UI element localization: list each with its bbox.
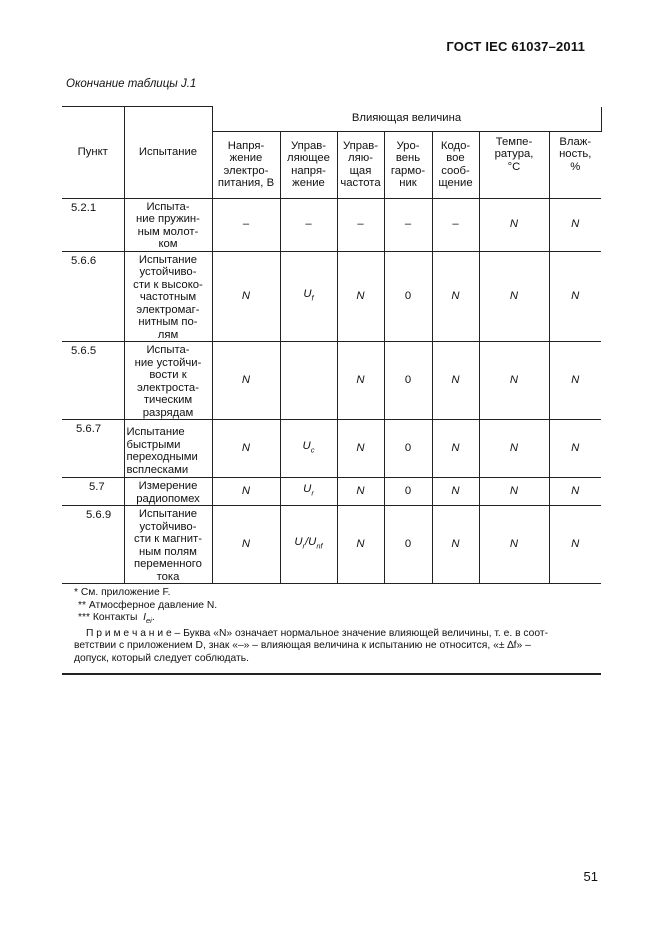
- cell-supply-voltage: N: [212, 420, 280, 478]
- table-row: [62, 420, 601, 478]
- document-standard-header: ГОСТ IEC 61037–2011: [446, 39, 585, 54]
- cell-control-voltage: [280, 342, 337, 420]
- table-notes: [62, 584, 601, 675]
- cell-harmonics-level: 0: [384, 251, 432, 342]
- table-row: [62, 342, 601, 420]
- cell-code-message: N: [432, 251, 479, 342]
- header-harmonics-level: Уро- вень гармо- ник: [384, 131, 432, 198]
- page-number: 51: [583, 869, 598, 884]
- cell-control-voltage: $U_r/U_{nf}$: [280, 506, 337, 584]
- cell-temperature: N: [479, 251, 549, 342]
- cell-harmonics-level: 0: [384, 420, 432, 478]
- cell-control-voltage: –: [280, 198, 337, 251]
- row-point: 5.6.7: [62, 420, 124, 478]
- cell-supply-voltage: N: [212, 342, 280, 420]
- note-2: ** Атмосферное давление N.: [78, 599, 218, 611]
- cell-humidity: N: [549, 342, 601, 420]
- cell-humidity: N: [549, 506, 601, 584]
- cell-humidity: N: [549, 478, 601, 506]
- cell-humidity: N: [549, 420, 601, 478]
- row-test: Испытание быстрыми переходными всплесками: [124, 420, 212, 478]
- cell-code-message: N: [432, 342, 479, 420]
- header-temperature: Темпе- ратура, °C: [479, 131, 549, 198]
- note-3: *** Контакты $I_{ei}$.: [78, 612, 155, 626]
- cell-code-message: N: [432, 506, 479, 584]
- table-caption: Окончание таблицы J.1: [66, 78, 197, 90]
- row-point: 5.2.1: [62, 198, 124, 251]
- cell-control-frequency: N: [337, 251, 384, 342]
- cell-control-voltage: $U_c$: [280, 420, 337, 478]
- cell-harmonics-level: 0: [384, 506, 432, 584]
- note-remark: П р и м е ч а н и е – Буква «N» означает нормальное значение влияющей величины, т. е. в соот-: [86, 627, 549, 639]
- notes-row: [62, 584, 601, 675]
- header-point: Пункт: [62, 107, 124, 199]
- cell-supply-voltage: N: [212, 506, 280, 584]
- header-test: Испытание: [124, 107, 212, 199]
- header-supply-voltage: Напря- жение электро- питания, В: [212, 131, 280, 198]
- cell-harmonics-level: 0: [384, 342, 432, 420]
- row-point: 5.7: [62, 478, 124, 506]
- influence-table: [62, 106, 602, 675]
- cell-code-message: N: [432, 478, 479, 506]
- header-control-voltage: Управ- ляющее напря- жение: [280, 131, 337, 198]
- row-test: Измерение радиопомех: [124, 478, 212, 506]
- header-influence-group: Влияющая величина: [212, 107, 601, 132]
- cell-control-voltage: $U_r$: [280, 478, 337, 506]
- cell-temperature: N: [479, 478, 549, 506]
- cell-code-message: N: [432, 420, 479, 478]
- cell-temperature: N: [479, 342, 549, 420]
- cell-control-frequency: N: [337, 420, 384, 478]
- cell-code-message: –: [432, 198, 479, 251]
- cell-supply-voltage: N: [212, 251, 280, 342]
- cell-control-frequency: N: [337, 478, 384, 506]
- cell-humidity: N: [549, 251, 601, 342]
- note-remark-line3: допуск, который следует соблюдать.: [74, 652, 249, 664]
- cell-control-frequency: N: [337, 342, 384, 420]
- table-row: [62, 506, 601, 584]
- cell-harmonics-level: –: [384, 198, 432, 251]
- cell-harmonics-level: 0: [384, 478, 432, 506]
- table-row: [62, 251, 601, 342]
- cell-supply-voltage: –: [212, 198, 280, 251]
- cell-humidity: N: [549, 198, 601, 251]
- cell-temperature: N: [479, 506, 549, 584]
- row-point: 5.6.5: [62, 342, 124, 420]
- row-point: 5.6.9: [62, 506, 124, 584]
- table-row: [62, 198, 601, 251]
- header-code-message: Кодо- вое сооб- щение: [432, 131, 479, 198]
- row-test: Испытание устойчиво- сти к высоко- частотным электромаг- нитным по- лям: [124, 251, 212, 342]
- cell-control-voltage: $U_f$: [280, 251, 337, 342]
- cell-temperature: N: [479, 198, 549, 251]
- header-humidity: Влаж- ность, %: [549, 131, 601, 198]
- header-control-frequency: Управ- ляю- щая частота: [337, 131, 384, 198]
- row-test: Испытание устойчиво- сти к магнит- ным полям переменного тока: [124, 506, 212, 584]
- row-test: Испыта- ние устойчи- вости к электроста- тическим разрядам: [124, 342, 212, 420]
- table-row: [62, 478, 601, 506]
- cell-control-frequency: N: [337, 506, 384, 584]
- cell-control-frequency: –: [337, 198, 384, 251]
- row-test: Испыта- ние пружин- ным молот- ком: [124, 198, 212, 251]
- note-remark-line2: ветствии с приложением D, знак «–» – влияющая величина к испытанию не относится, «± ∆f» –: [74, 640, 531, 652]
- cell-supply-voltage: N: [212, 478, 280, 506]
- note-1: * См. приложение F.: [74, 587, 171, 598]
- cell-temperature: N: [479, 420, 549, 478]
- row-point: 5.6.6: [62, 251, 124, 342]
